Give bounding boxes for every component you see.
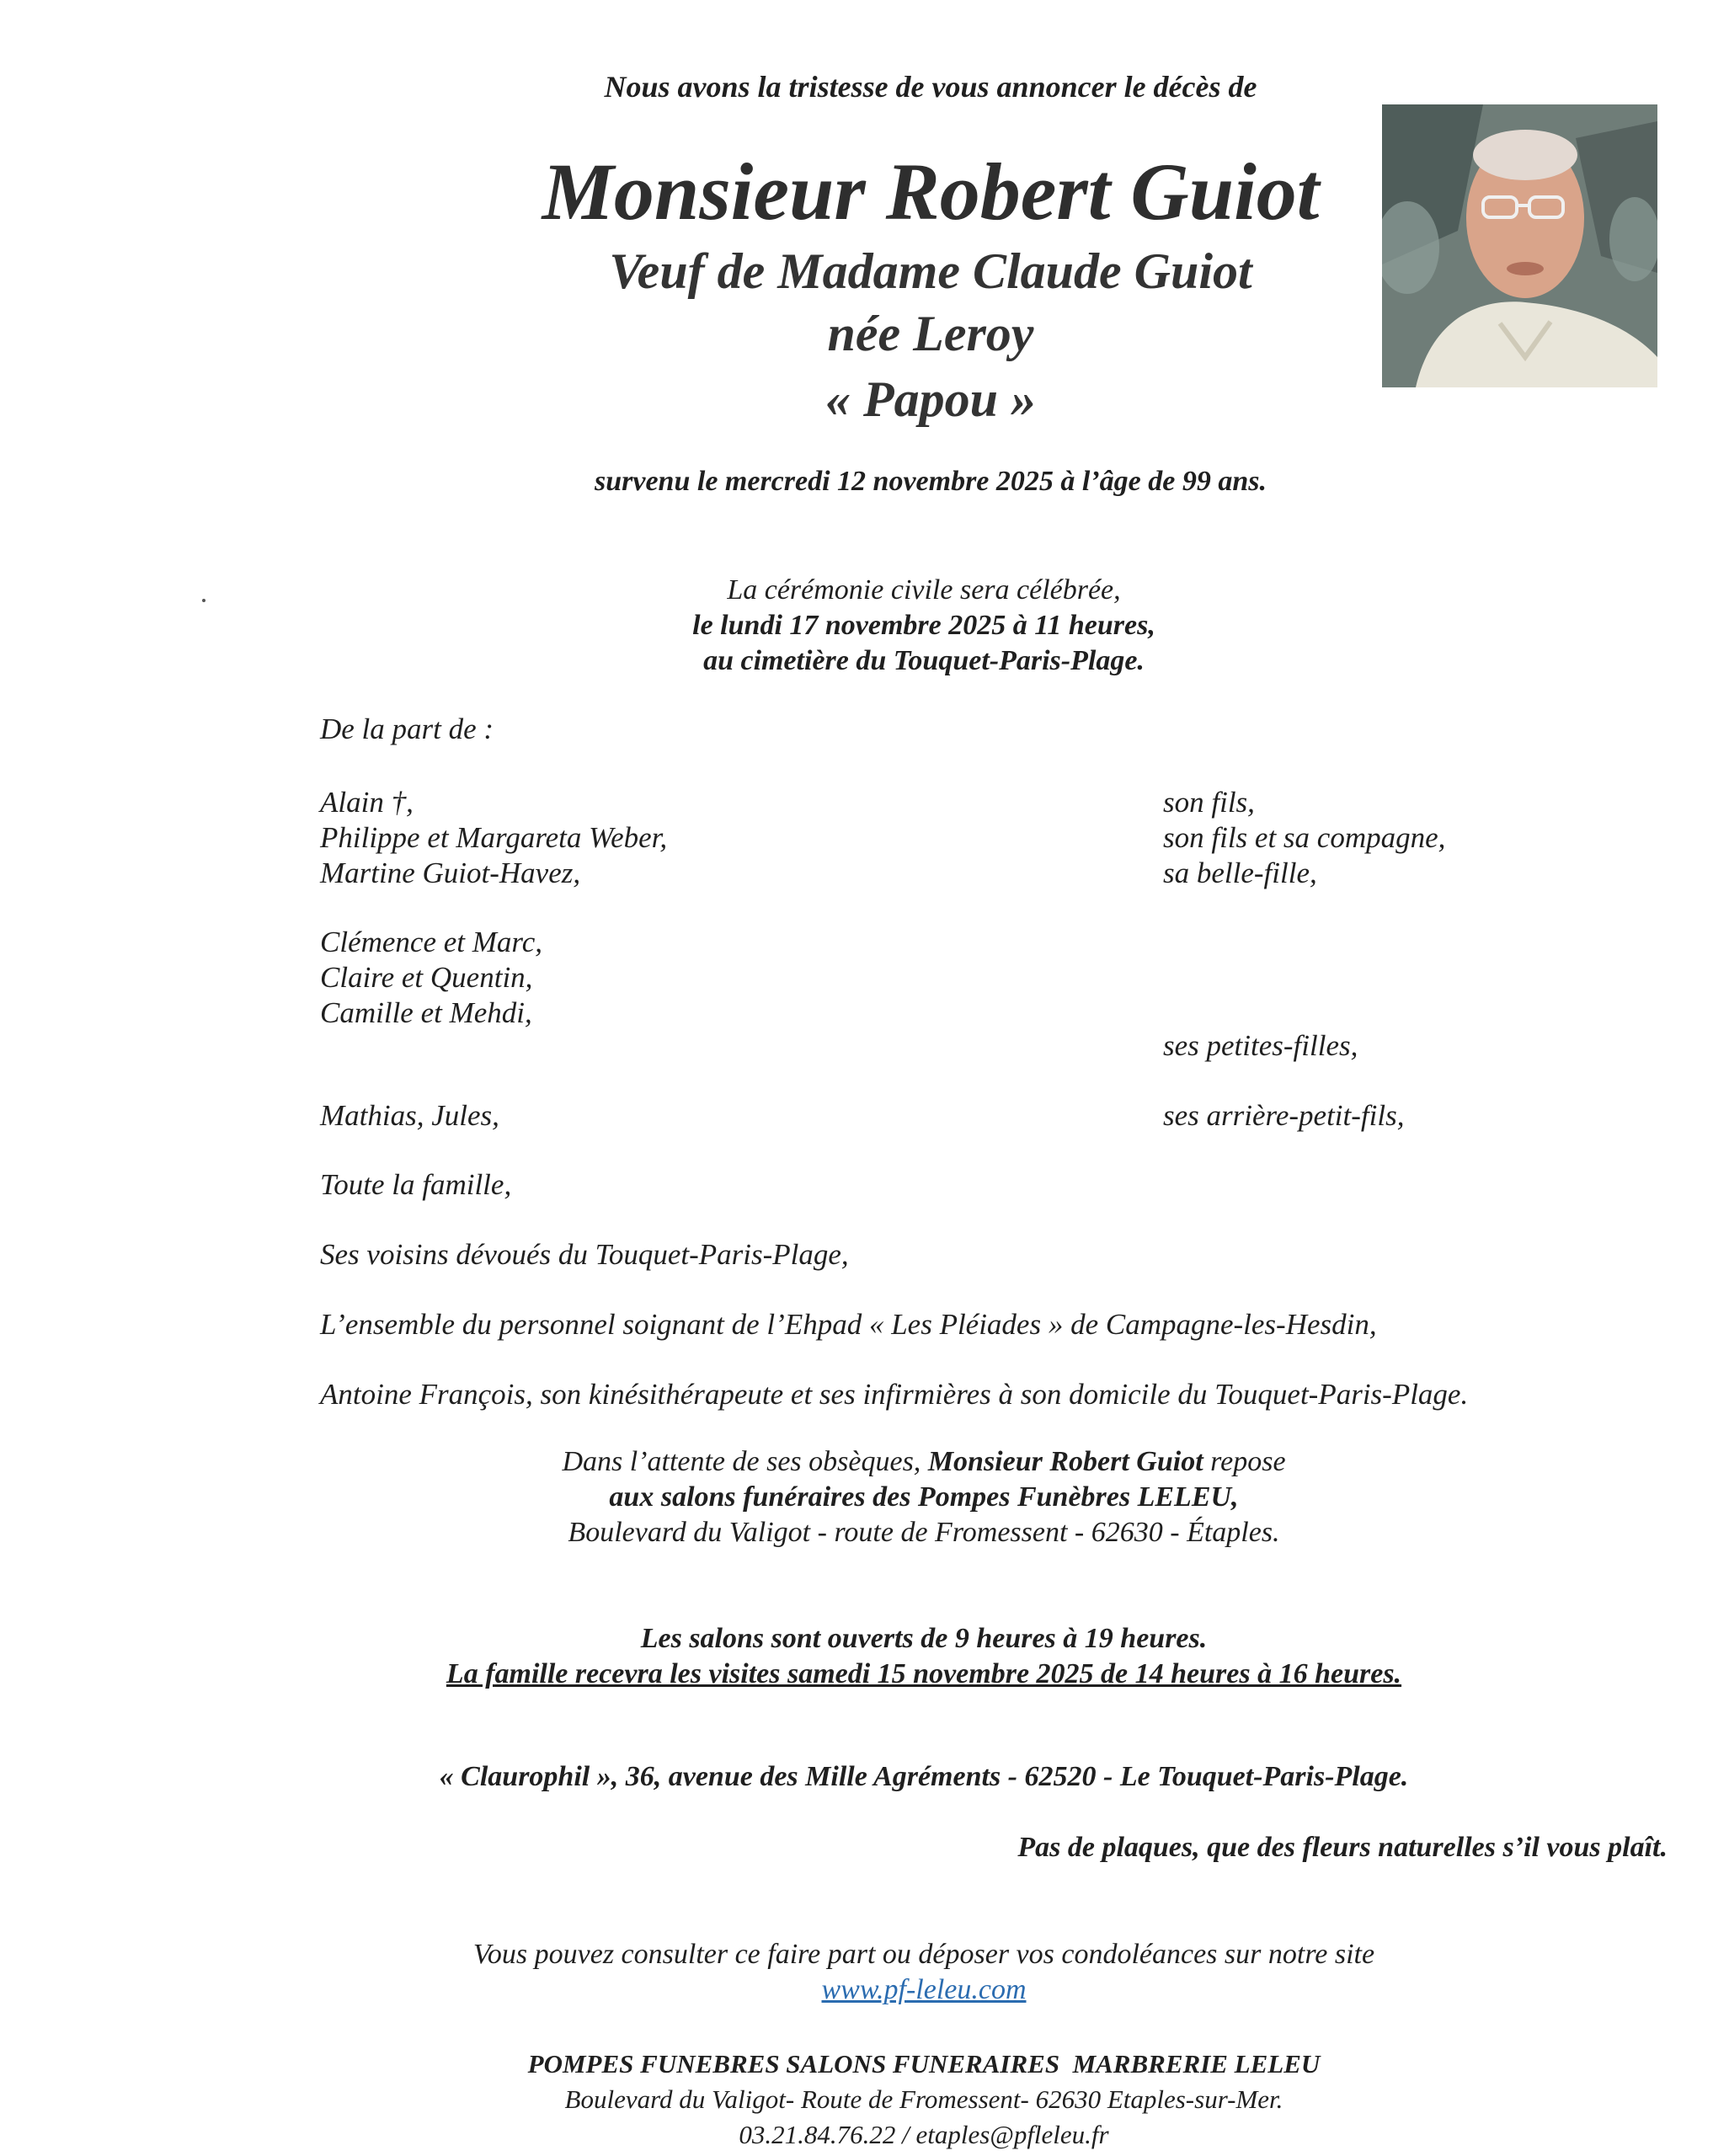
repose-block	[0, 1444, 1713, 1550]
ceremony-line-3: au cimetière du Touquet-Paris-Plage.	[703, 645, 1145, 676]
family-group-1-names	[320, 785, 667, 891]
family-group-2-role: ses petites-filles,	[1163, 1029, 1358, 1062]
salons-visits: La famille recevra les visites samedi 15 novembre 2025 de 14 heures à 16 heures.	[446, 1658, 1402, 1689]
ceremony-line-1: La cérémonie civile sera célébrée,	[727, 574, 1121, 606]
family-group-1-roles	[1163, 785, 1445, 891]
repose-post: repose	[1210, 1446, 1286, 1477]
nickname: « Papou »	[824, 371, 1037, 427]
portrait-photo	[1382, 104, 1657, 387]
from-label: De la part de :	[320, 712, 494, 745]
other-mention: Ses voisins dévoués du Touquet-Paris-Plage,	[320, 1238, 849, 1271]
ceremony-line-2: le lundi 17 novembre 2025 à 11 heures,	[692, 610, 1155, 641]
family-name: Martine Guiot-Havez,	[320, 857, 581, 889]
consult-block	[0, 1937, 1713, 2008]
no-plaques-note: Pas de plaques, que des fleurs naturelles s’il vous plaît.	[1017, 1832, 1668, 1863]
intro-text: Nous avons la tristesse de vous annoncer le décès de	[604, 70, 1257, 104]
family-role: son fils,	[1163, 786, 1255, 819]
repose-line-2: aux salons funéraires des Pompes Funèbres LELEU,	[609, 1481, 1239, 1513]
other-mention: L’ensemble du personnel soignant de l’Ehpad « Les Pléiades » de Campagne-les-Hesdin,	[320, 1308, 1377, 1341]
repose-name: Monsieur Robert Guiot	[927, 1446, 1203, 1477]
deceased-name: Monsieur Robert Guiot	[542, 147, 1320, 237]
consult-text: Vous pouvez consulter ce faire part ou déposer vos condoléances sur notre site	[472, 1939, 1375, 1970]
death-date: survenu le mercredi 12 novembre 2025 à l’âge de 99 ans.	[595, 466, 1267, 497]
footer-address: Boulevard du Valigot- Route de Fromessent- 62630 Etaples-sur-Mer.	[564, 2084, 1283, 2114]
widow-line: Veuf de Madame Claude Guiot	[609, 243, 1252, 299]
footer-company: POMPES FUNEBRES SALONS FUNERAIRES MARBRERIE LELEU	[527, 2049, 1321, 2079]
family-group-3-names: Mathias, Jules,	[320, 1099, 499, 1132]
salons-block	[0, 1621, 1713, 1692]
repose-line-3: Boulevard du Valigot - route de Fromessent - 62630 - Étaples.	[568, 1517, 1280, 1548]
other-mention: Antoine François, son kinésithérapeute et ses infirmières à son domicile du Touquet-Paris-Plage.	[320, 1378, 1469, 1411]
footer-contact: 03.21.84.76.22 / etaples@pfleleu.fr	[739, 2120, 1109, 2149]
family-group-2-names	[320, 925, 542, 1031]
family-role: sa belle-fille,	[1163, 857, 1317, 889]
salons-hours: Les salons sont ouverts de 9 heures à 19 heures.	[640, 1623, 1208, 1654]
repose-pre: Dans l’attente de ses obsèques,	[562, 1446, 921, 1477]
website-link[interactable]: www.pf-leleu.com	[821, 1974, 1027, 2005]
footer-block	[0, 2047, 1713, 2153]
other-mention: Toute la famille,	[320, 1168, 512, 1201]
family-role: son fils et sa compagne,	[1163, 821, 1446, 854]
family-group-3-role: ses arrière-petit-fils,	[1163, 1099, 1405, 1132]
repose-line-1	[0, 1444, 1713, 1480]
ceremony-block	[0, 573, 1713, 679]
family-name: Alain †,	[320, 786, 414, 819]
home-address: « Claurophil », 36, avenue des Mille Agréments - 62520 - Le Touquet-Paris-Plage.	[439, 1761, 1409, 1792]
family-name: Camille et Mehdi,	[320, 996, 532, 1029]
nee-line: née Leroy	[827, 306, 1034, 361]
scan-speck	[202, 599, 205, 602]
family-name: Clémence et Marc,	[320, 926, 543, 958]
family-name: Philippe et Margareta Weber,	[320, 821, 668, 854]
family-name: Claire et Quentin,	[320, 961, 533, 994]
